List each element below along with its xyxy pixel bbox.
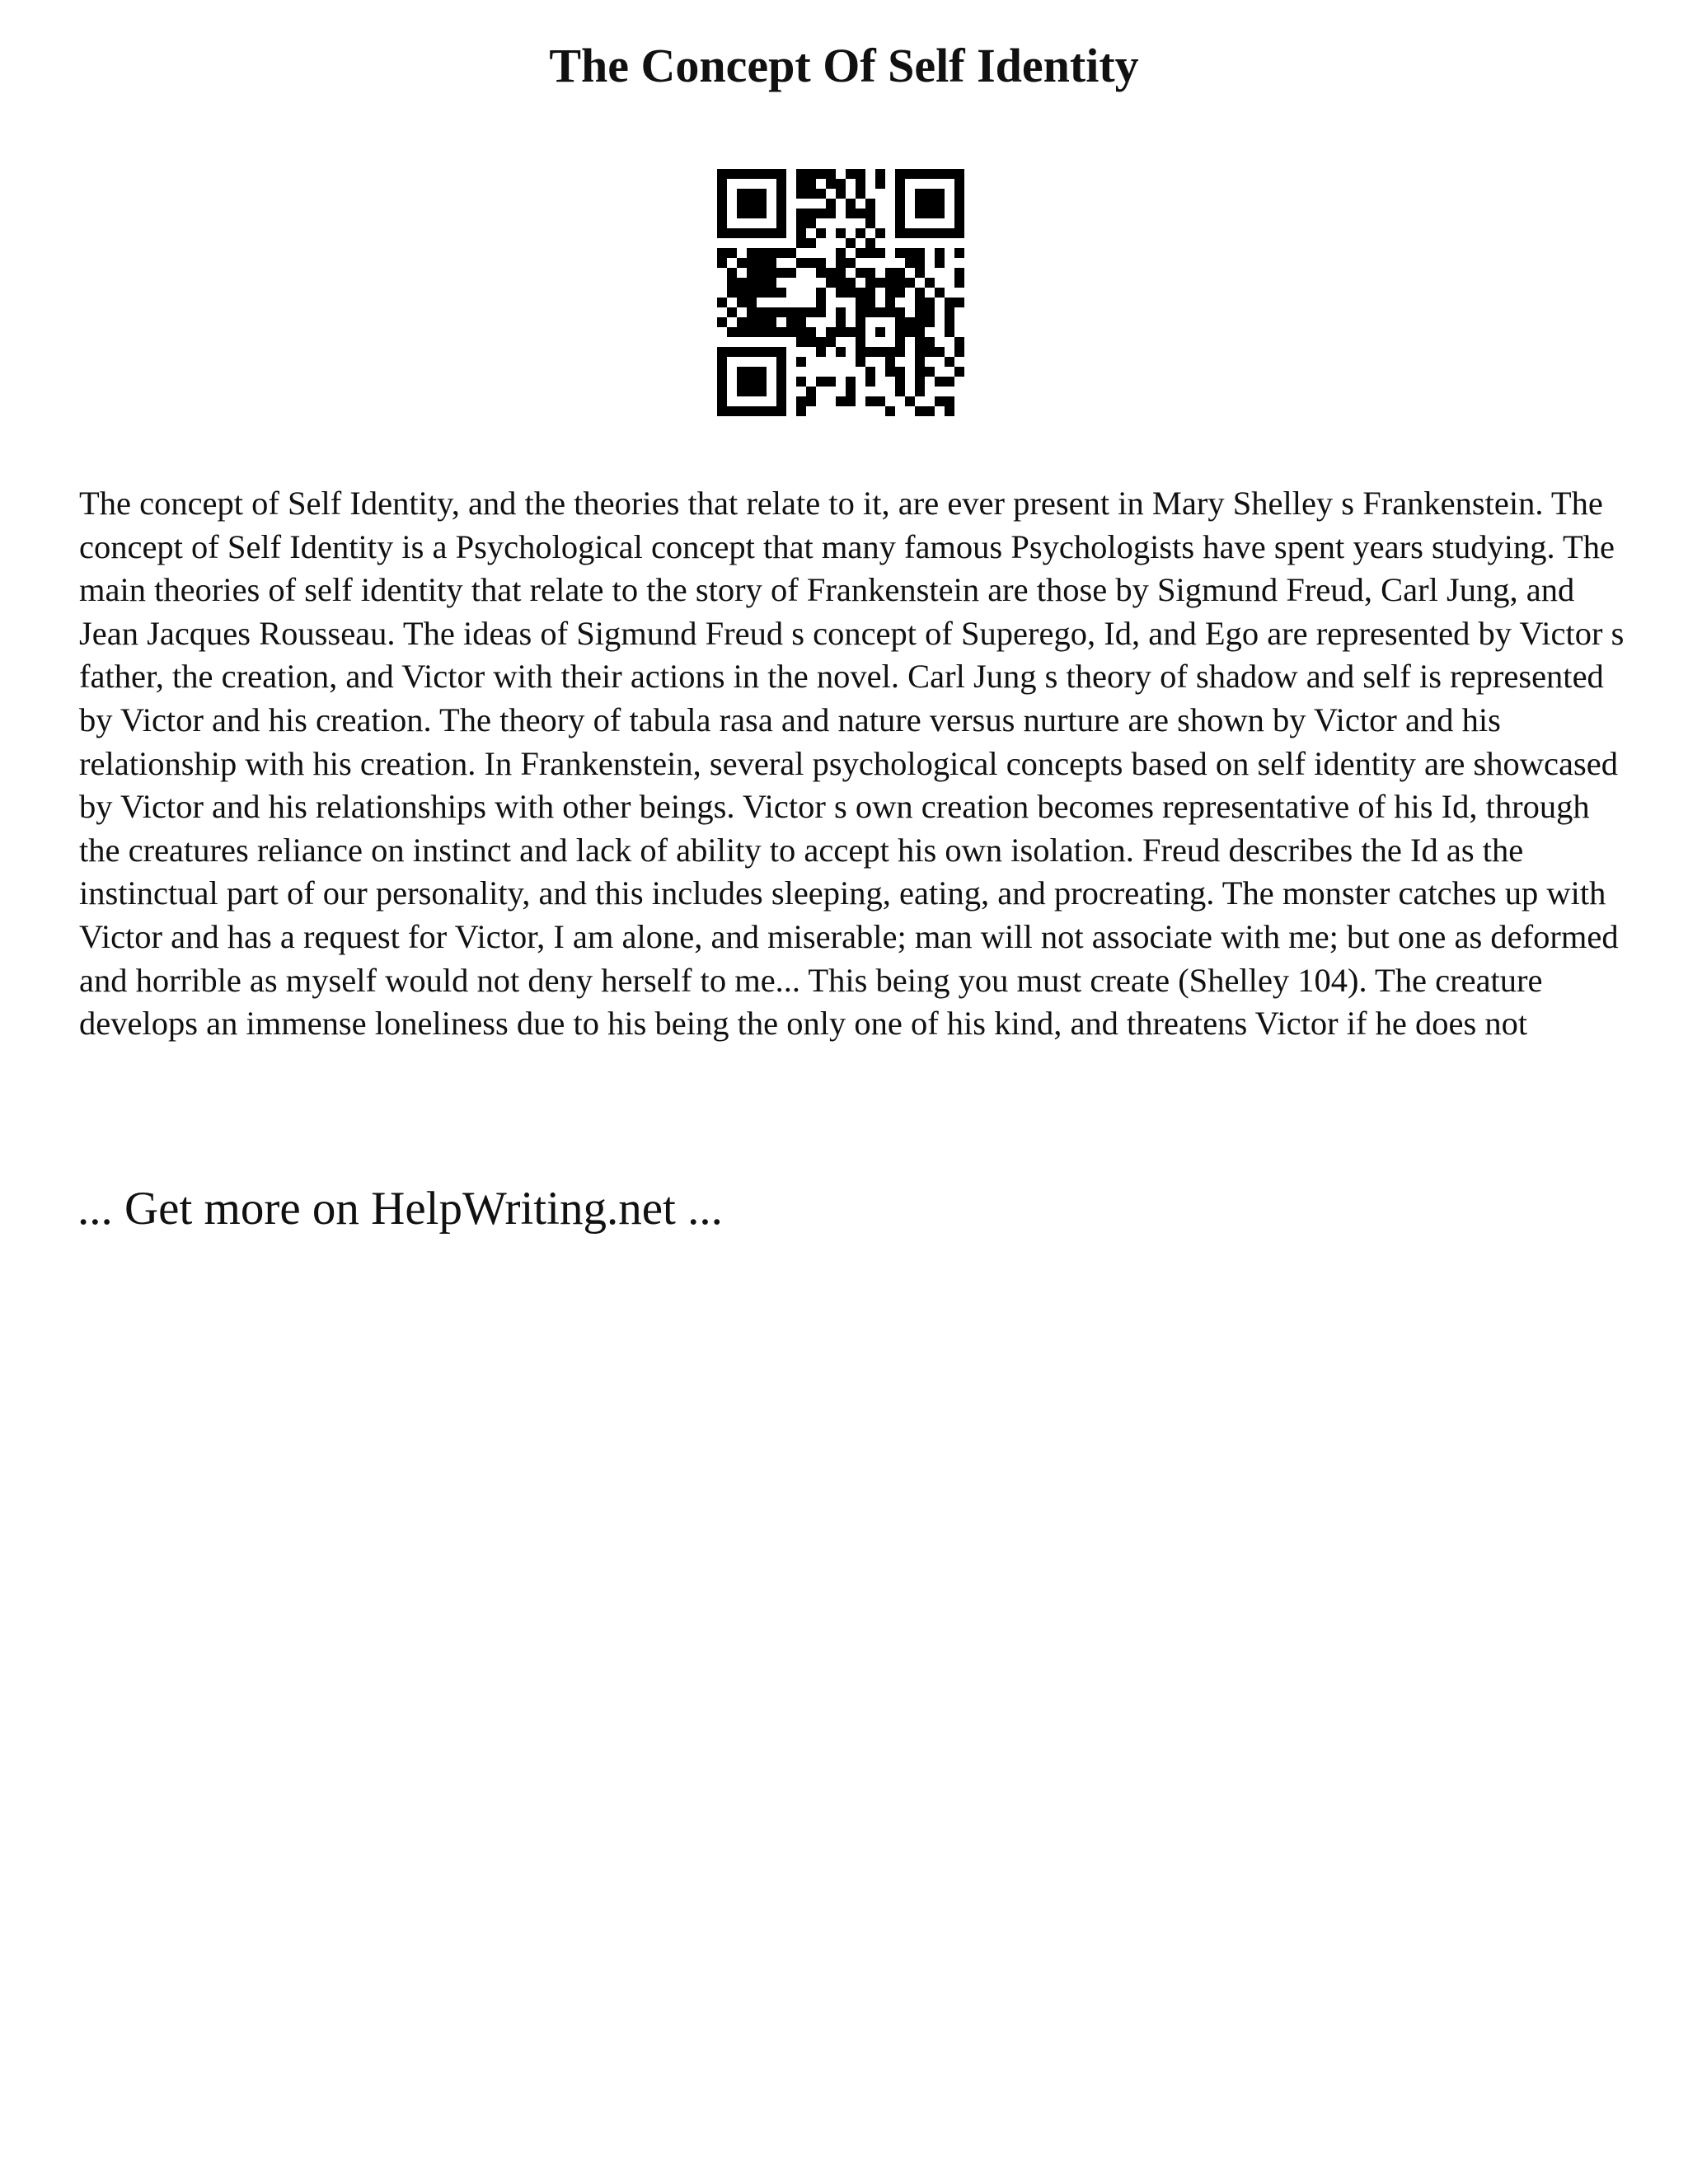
page-title: The Concept Of Self Identity xyxy=(549,39,1139,92)
get-more-link[interactable]: ... Get more on HelpWriting.net ... xyxy=(77,1183,723,1235)
body-paragraph: The concept of Self Identity, and the theories that relate to it, are ever present in Mary Shelley s Frankenstein. The concept of Self Identity is a Psychological concept that many famous Psychologists have spent years studying. The main theories of self identity that relate to the story of Frankenstein are those by Sigmund Freud, Carl Jung, and Jean Jacques Rousseau. The ideas of Sigmund Freud s concept of Superego, Id, and Ego are represented by Victor s father, the creation, and Victor with their actions in the novel. Carl Jung s theory of shadow and self is represented by Victor and his creation. The theory of tabula rasa and nature versus nurture are shown by Victor and his relationship with his creation. In Frankenstein, several psychological concepts based on self identity are showcased by Victor and his relationships with other beings. Victor s own creation becomes representative of his Id, through the creatures reliance on instinct and lack of ability to accept his own isolation. Freud describes the Id as the instinctual part of our personality, and this includes sleeping, eating, and procreating. The monster catches up with Victor and has a request for Victor, I am alone, and miserable; man will not associate with me; but one as deformed and horrible as myself would not deny herself to me... This being you must create (Shelley 104). The creature develops an immense loneliness due to his being the only one of his kind, and threatens Victor if he does not xyxy=(79,485,1625,1043)
qr-code-icon xyxy=(717,169,964,416)
